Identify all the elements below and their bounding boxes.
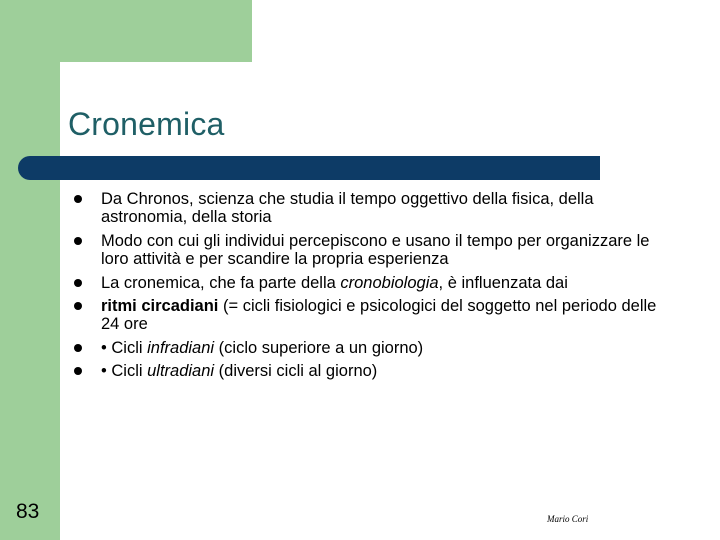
bullet-text-segment: La cronemica, che fa parte della bbox=[101, 273, 341, 292]
bullet-text-segment: • Cicli bbox=[101, 338, 148, 357]
bullet-text-segment: cronobiologia bbox=[340, 273, 439, 292]
bullet-text-segment: ritmi circadiani bbox=[101, 297, 219, 316]
green-left-band bbox=[0, 0, 60, 540]
bullet-text-segment: ultradiani bbox=[147, 362, 215, 381]
bullet-dot-icon bbox=[74, 279, 82, 287]
bullet-text-segment: , è influenzata dai bbox=[438, 273, 568, 292]
title-underline-bar bbox=[18, 156, 600, 180]
bullet-text-segment: (diversi cicli al giorno) bbox=[214, 362, 378, 381]
bullet-text-segment: • Cicli bbox=[101, 362, 148, 381]
bullet-dot-icon bbox=[74, 302, 82, 310]
bullet-item bbox=[74, 297, 674, 334]
bullet-text-segment: (= cicli fisiologici e psicologici del soggetto nel periodo delle 24 ore bbox=[101, 297, 657, 334]
bullet-item bbox=[74, 339, 674, 357]
page-number: 83 bbox=[16, 500, 40, 523]
bullet-item bbox=[74, 190, 674, 227]
bullet-dot-icon bbox=[74, 344, 82, 352]
bullet-item bbox=[74, 362, 674, 380]
bullet-list bbox=[74, 190, 674, 386]
bullet-dot-icon bbox=[74, 237, 82, 245]
bullet-text-segment: Da Chronos, scienza che studia il tempo oggettivo della fisica, della astronomia, della storia bbox=[101, 190, 594, 227]
author-signature: Mario Cori bbox=[547, 514, 589, 524]
bullet-item bbox=[74, 274, 674, 292]
bullet-text-segment: infradiani bbox=[147, 338, 215, 357]
slide-title: Cronemica bbox=[68, 106, 225, 142]
bullet-text-segment: (ciclo superiore a un giorno) bbox=[214, 338, 424, 357]
bullet-text-segment: Modo con cui gli individui percepiscono e usano il tempo per organizzare le loro attività e per scandire la propria esperienza bbox=[101, 231, 650, 269]
bullet-dot-icon bbox=[74, 367, 82, 375]
bullet-dot-icon bbox=[74, 195, 82, 203]
bullet-item bbox=[74, 232, 674, 269]
